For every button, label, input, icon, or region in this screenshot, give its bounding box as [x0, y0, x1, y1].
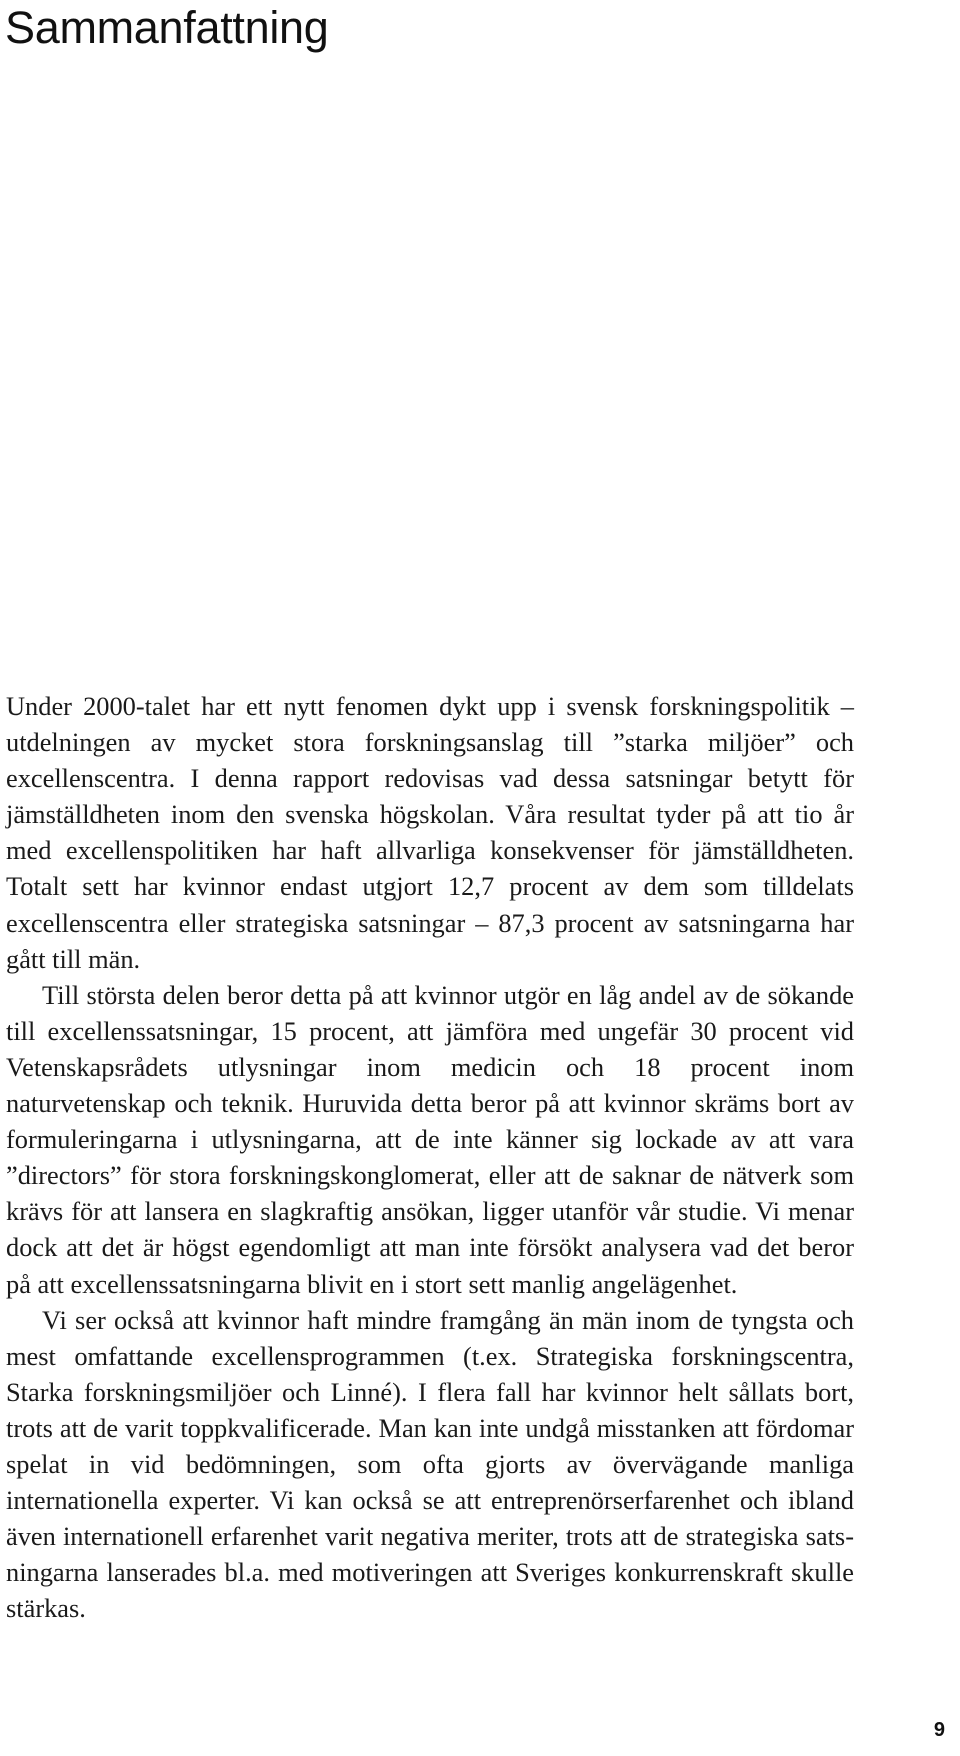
- page-number: 9: [933, 1719, 945, 1741]
- summary-body: [6, 688, 854, 1626]
- paragraph-1: Under 2000-talet har ett nytt fenomen dykt upp i svensk forskningspolitik – utdelningen av mycket stora forskningsanslag till ”starka miljöer” och excellenscentra. I denna rapport redovisas vad dessa satsningar betytt för jämställdheten inom den svenska högskolan. Våra resultat tyder på att tio år med excellenspolitiken har haft allvarliga konsekvenser för jämställdheten. Totalt sett har kvinnor endast utgjort 12,7 procent av dem som tilldelats excellenscentra eller strategiska satsningar – 87,3 procent av satsningarna har gått till män.: [6, 691, 854, 974]
- paragraph-3: Vi ser också att kvinnor haft mindre framgång än män inom de tyngsta och mest omfattande excellensprogrammen (t.ex. Strategiska forskningscentra, Starka forskningsmiljöer och Linné). I flera fall har kvinnor helt sållats bort, trots att de varit toppkvalificerade. Man kan inte undgå misstanken att fördomar spelat in vid bedömningen, som ofta gjorts av övervägande manliga internationella experter. Vi kan också se att entreprenörserfarenhet och ibland även internationell erfarenhet varit negativa meriter, trots att de strategiska satsningarna lanserades bl.a. med motiveringen att Sveriges konkurrenskraft skulle stärkas.: [6, 1304, 854, 1624]
- page-title: Sammanfattning: [5, 2, 329, 53]
- paragraph-2: Till största delen beror detta på att kvinnor utgör en låg andel av de sökande till excellenssatsningar, 15 procent, att jämföra med ungefär 30 procent vid Vetenskapsrådets utlysningar inom medicin och 18 procent inom naturvetenskap och teknik. Huruvida detta beror på att kvinnor skräms bort av formuleringarna i utlysningarna, att de inte känner sig lockade av att vara ”directors” för stora forskningskonglomerat, eller att de saknar de nätverk som krävs för att lansera en slagkraftig ansökan, ligger utanför vår studie. Vi menar dock att det är högst egendomligt att man inte försökt analysera vad det beror på att excellenssatsningarna blivit en i stort sett manlig angelägenhet.: [6, 979, 854, 1299]
